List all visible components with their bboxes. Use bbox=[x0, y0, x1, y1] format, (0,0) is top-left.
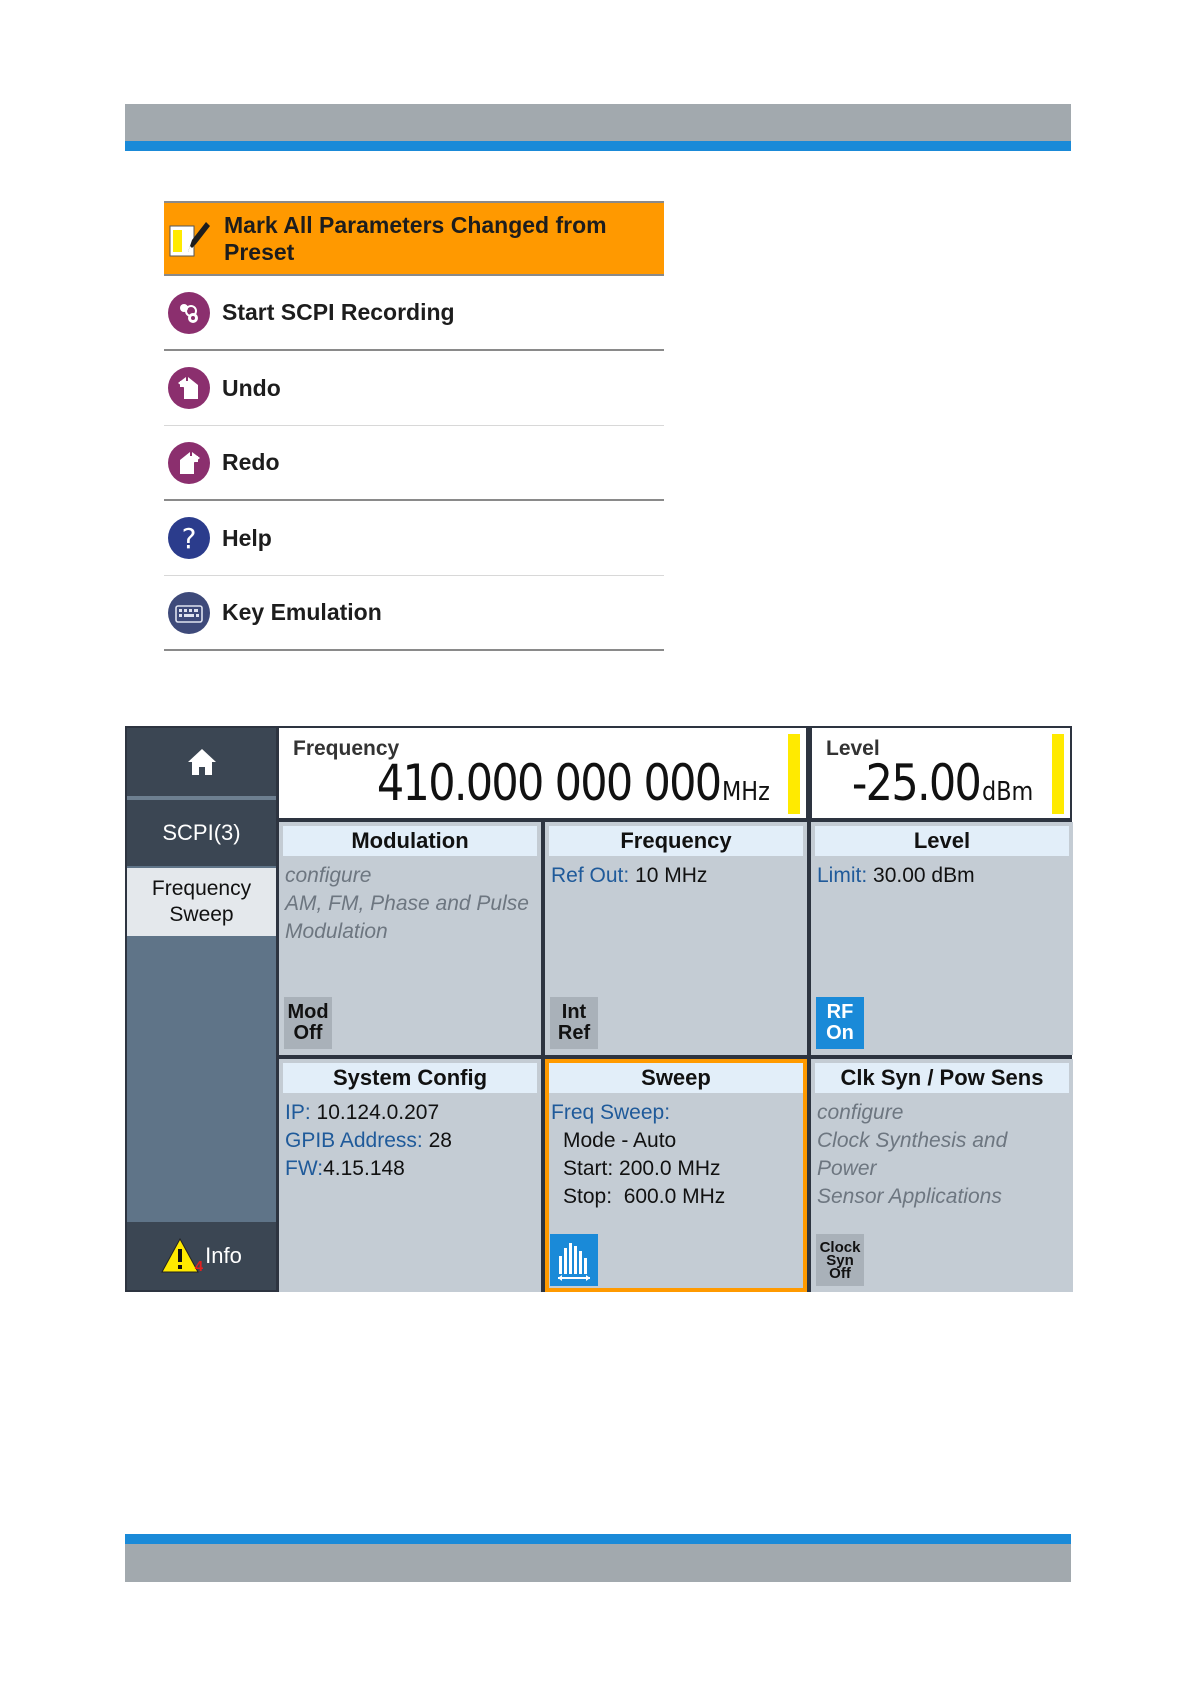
fw-value: 4.15.148 bbox=[323, 1157, 405, 1180]
menu-item-label: Key Emulation bbox=[222, 599, 382, 625]
frequency-sweep-label-line1: Frequency bbox=[151, 877, 252, 900]
ip-key: IP: bbox=[285, 1101, 311, 1124]
sweep-mode: Mode - Auto bbox=[563, 1129, 677, 1152]
freq-sweep-key: Freq Sweep: bbox=[551, 1101, 671, 1124]
level-value: -25.00 bbox=[852, 754, 981, 812]
instrument-screen bbox=[125, 726, 1072, 1292]
frequency-sweep-tab[interactable] bbox=[127, 868, 276, 936]
frequency-tile-title: Frequency bbox=[549, 826, 803, 856]
clk-desc-line1: configure bbox=[817, 1101, 904, 1124]
menu-item-label: Undo bbox=[222, 374, 281, 401]
clk-syn-pow-sens-tile[interactable] bbox=[811, 1059, 1073, 1292]
menu-item-redo[interactable] bbox=[164, 426, 664, 501]
frequency-marker-bar bbox=[788, 734, 800, 814]
info-label: Info bbox=[205, 1243, 242, 1268]
frequency-value-group bbox=[321, 754, 778, 812]
page-header-accent-line bbox=[125, 141, 1071, 151]
modulation-desc-line1: configure bbox=[285, 864, 372, 887]
mod-off-line2: Off bbox=[293, 1022, 323, 1044]
sweep-toggle-button[interactable] bbox=[550, 1234, 598, 1286]
level-unit: dBm bbox=[982, 777, 1034, 807]
ref-out-key: Ref Out: bbox=[551, 864, 630, 887]
menu-item-help[interactable] bbox=[164, 501, 664, 576]
undo-icon bbox=[168, 367, 210, 409]
rf-on-line2: On bbox=[826, 1022, 854, 1044]
gpib-key: GPIB Address: bbox=[285, 1129, 423, 1152]
menu-item-mark-all-parameters[interactable] bbox=[164, 201, 664, 276]
frequency-tile[interactable] bbox=[545, 822, 807, 1055]
sidebar bbox=[127, 728, 276, 1290]
sweep-tile-body bbox=[551, 1099, 799, 1211]
page-footer-bar bbox=[125, 1544, 1071, 1582]
rf-on-line1: RF bbox=[826, 1001, 854, 1023]
frequency-tile-body bbox=[551, 862, 803, 890]
modulation-desc-line3: Modulation bbox=[285, 920, 388, 943]
help-glyph: ? bbox=[181, 521, 197, 555]
menu-item-label: Help bbox=[222, 524, 272, 551]
scpi-button[interactable] bbox=[127, 800, 276, 866]
home-button[interactable] bbox=[127, 728, 276, 796]
fw-key: FW: bbox=[285, 1157, 324, 1180]
mark-pen-icon bbox=[168, 218, 212, 260]
menu-item-label: Mark All Parameters Changed from Preset bbox=[224, 211, 607, 265]
help-icon bbox=[168, 517, 210, 559]
level-display[interactable] bbox=[812, 728, 1070, 818]
frequency-sweep-label-line2: Sweep bbox=[169, 903, 234, 926]
sweep-tile-title: Sweep bbox=[549, 1063, 803, 1093]
menu-item-undo[interactable] bbox=[164, 351, 664, 426]
modulation-tile-title: Modulation bbox=[283, 826, 537, 856]
redo-icon bbox=[168, 442, 210, 484]
int-ref-button[interactable] bbox=[550, 997, 598, 1049]
sweep-icon bbox=[554, 1238, 594, 1282]
modulation-tile[interactable] bbox=[279, 822, 541, 1055]
scpi-label: SCPI(3) bbox=[162, 820, 241, 845]
context-menu bbox=[164, 201, 664, 651]
clk-desc-line2: Clock Synthesis and Power bbox=[817, 1129, 1008, 1180]
frequency-display[interactable] bbox=[279, 728, 806, 818]
system-config-tile-body bbox=[285, 1099, 537, 1183]
mod-off-button[interactable] bbox=[284, 997, 332, 1049]
sweep-start: Start: 200.0 MHz bbox=[563, 1157, 721, 1180]
limit-key: Limit: bbox=[817, 864, 868, 887]
home-icon bbox=[186, 747, 218, 777]
menu-item-start-scpi-recording[interactable] bbox=[164, 276, 664, 351]
level-tile-body bbox=[817, 862, 1069, 890]
mod-off-line1: Mod bbox=[287, 1001, 329, 1023]
menu-item-label: Start SCPI Recording bbox=[222, 299, 455, 325]
modulation-desc-line2: AM, FM, Phase and Pulse bbox=[285, 892, 529, 915]
frequency-display-title: Frequency bbox=[293, 737, 400, 760]
limit-value: 30.00 dBm bbox=[873, 864, 975, 887]
system-config-tile[interactable] bbox=[279, 1059, 541, 1292]
page-header-bar bbox=[125, 104, 1071, 141]
clk-desc-line3: Sensor Applications bbox=[817, 1185, 1002, 1208]
warning-icon bbox=[161, 1237, 204, 1275]
modulation-tile-body bbox=[285, 862, 537, 946]
sweep-tile[interactable] bbox=[545, 1059, 807, 1292]
rf-on-button[interactable] bbox=[816, 997, 864, 1049]
level-marker-bar bbox=[1052, 734, 1064, 814]
ip-value: 10.124.0.207 bbox=[316, 1101, 440, 1124]
gpib-value: 28 bbox=[428, 1129, 452, 1152]
ref-out-value: 10 MHz bbox=[635, 864, 708, 887]
frequency-value: 410.000 000 000 bbox=[376, 754, 721, 812]
clock-syn-off-line3: Off bbox=[829, 1264, 851, 1282]
clock-syn-off-line2: Syn bbox=[826, 1251, 854, 1269]
int-ref-line1: Int bbox=[561, 1001, 587, 1023]
info-count-badge: 4 bbox=[194, 1258, 204, 1275]
level-tile-title: Level bbox=[815, 826, 1069, 856]
clock-syn-off-button[interactable] bbox=[816, 1234, 864, 1286]
menu-item-label: Redo bbox=[222, 449, 280, 475]
menu-item-key-emulation[interactable] bbox=[164, 576, 664, 651]
sweep-stop: Stop: 600.0 MHz bbox=[563, 1185, 726, 1208]
info-button[interactable] bbox=[127, 1222, 276, 1290]
clk-syn-tile-body bbox=[817, 1099, 1069, 1211]
level-display-title: Level bbox=[826, 737, 880, 760]
scpi-record-icon bbox=[168, 292, 210, 334]
keyboard-icon bbox=[168, 592, 210, 634]
system-config-tile-title: System Config bbox=[283, 1063, 537, 1093]
clk-syn-tile-title: Clk Syn / Pow Sens bbox=[815, 1063, 1069, 1093]
int-ref-line2: Ref bbox=[557, 1022, 591, 1044]
page-footer-accent-line bbox=[125, 1534, 1071, 1544]
frequency-unit: MHz bbox=[722, 777, 771, 807]
level-value-group bbox=[831, 754, 1042, 812]
clock-syn-off-line1: Clock bbox=[819, 1238, 861, 1256]
level-tile[interactable] bbox=[811, 822, 1073, 1055]
